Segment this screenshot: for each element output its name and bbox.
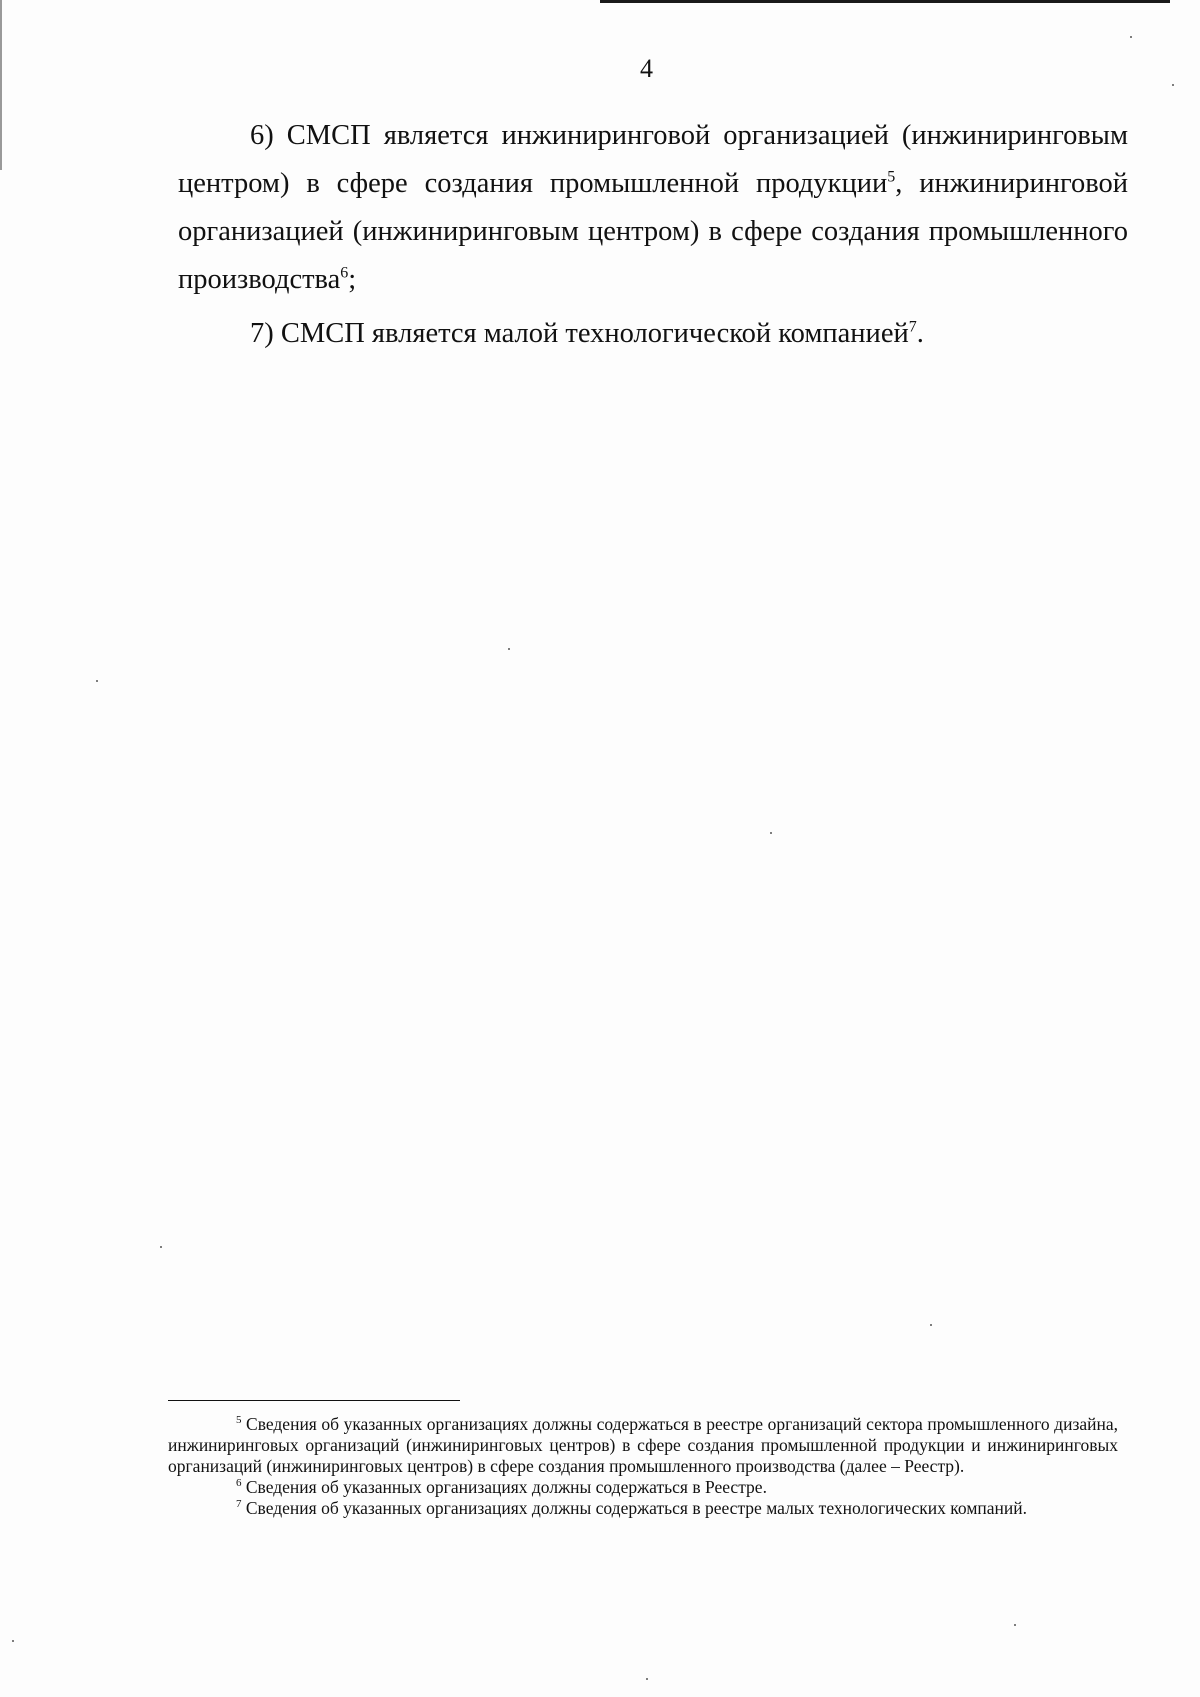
footnote-6: [168, 1477, 1118, 1498]
item-6-punctuation: ;: [348, 264, 357, 295]
scan-speck: [930, 1324, 932, 1326]
item-7-punctuation: .: [916, 318, 924, 349]
footnote-5-text: Сведения об указанных организациях должны содержаться в реестре организаций сектора промышленного дизайна, инжиниринговых организаций (инжиниринговых центров) в сфере создания промышленной продукции и инжиниринговых организаций (инжиниринговых центров) в сфере создания промышленного производства (далее – Реестр).: [168, 1414, 1118, 1476]
footnote-ref-5: 5: [887, 168, 896, 186]
item-6-text-continued: , инжиниринговой организацией (инжиниринговым центром) в сфере создания промышленного производства: [178, 168, 1128, 295]
scan-speck: [508, 648, 510, 650]
scan-speck: [1014, 1624, 1016, 1626]
list-item-6: [178, 112, 1128, 304]
scan-speck: [1130, 36, 1132, 38]
main-text: [178, 112, 1128, 364]
footnote-7: [168, 1498, 1118, 1519]
footnote-ref-6: 6: [340, 264, 349, 282]
scan-speck: [770, 832, 772, 834]
footnote-ref-7: 7: [908, 318, 917, 336]
footnote-mark-5: 5: [236, 1414, 242, 1427]
item-7-text: 7) СМСП является малой технологической компанией: [250, 318, 909, 349]
scan-speck: [12, 1640, 14, 1642]
footnote-7-text: Сведения об указанных организациях должны содержаться в реестре малых технологических компаний.: [241, 1498, 1028, 1518]
page-number: 4: [640, 54, 653, 83]
left-scan-edge: [0, 0, 2, 170]
scan-speck: [1172, 84, 1174, 86]
scan-speck: [646, 1678, 648, 1680]
footnote-5: [168, 1414, 1118, 1477]
footnotes: [168, 1414, 1118, 1519]
footnote-separator: [168, 1400, 460, 1401]
footnote-6-text: Сведения об указанных организациях должны содержаться в Реестре.: [241, 1477, 767, 1497]
scan-speck: [160, 1246, 162, 1248]
top-border-line: [600, 0, 1170, 3]
footnote-mark-6: 6: [236, 1477, 242, 1490]
footnote-mark-7: 7: [236, 1498, 242, 1511]
scan-speck: [96, 680, 98, 682]
list-item-7: [178, 310, 1128, 358]
item-6-text: 6) СМСП является инжиниринговой организацией (инжиниринговым центром) в сфере создания промышленной продукции: [178, 120, 1128, 199]
